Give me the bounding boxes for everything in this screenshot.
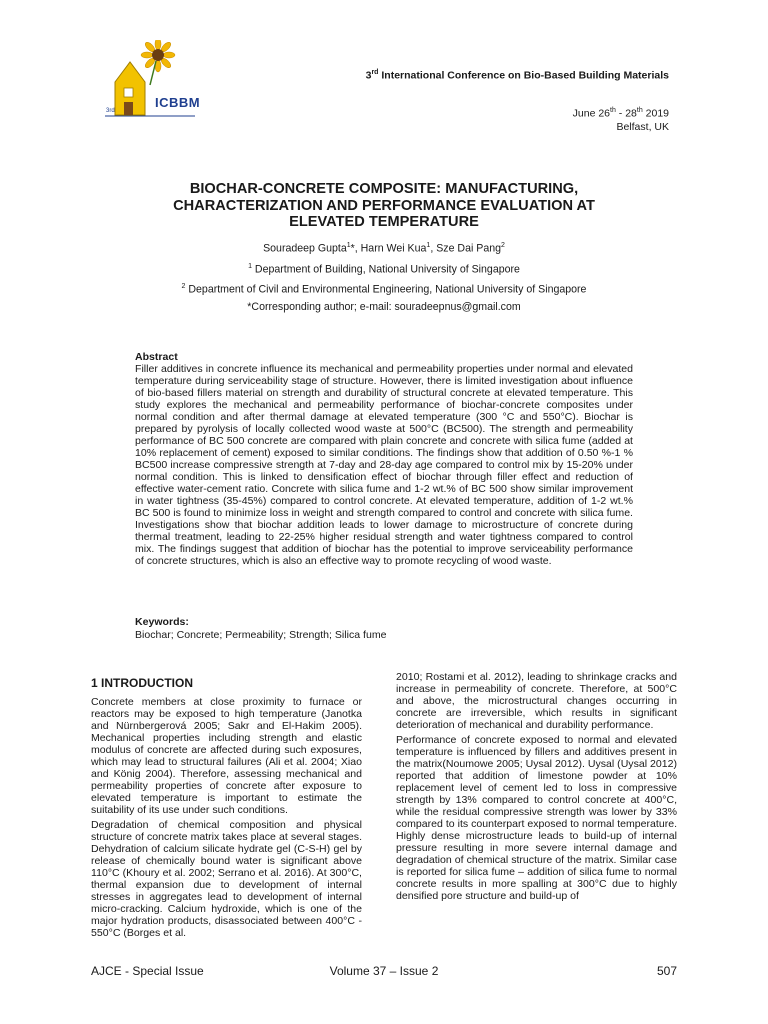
conference-location: Belfast, UK: [616, 121, 669, 133]
affiliation-2: $^2$ Department of Civil and Environmental Engineering, National University of Singapore: [181, 283, 587, 296]
logo-text: ICBBM: [155, 95, 201, 110]
abstract-text: Filler additives in concrete influence its mechanical and permeability properties under normal and elevated temperature during serviceability stage of structure. However, there is limited investigation about influence of bio-based fillers material on strength and durability of structural concrete at elevated temperature. This study explores the mechanical and permeability performance of biochar-concrete composites under normal condition and after thermal damage at elevated temperature (300 °C and 550°C). Biochar is prepared by pyrolysis of locally collected wood waste at 500°C (BC500). The strength and permeability performance of BC 500 concrete are compared with plain concrete and concrete with silica fume (added at 10% replacement of cement) exposed to similar conditions. The findings show that addition of 0.50 %-1 % BC500 increase compressive strength at 7-day and 28-day age compared to control mix by 15-20% under normal condition. This is linked to densification effect of biochar through filler effect and reduction of effective water-cement ratio. Concrete with silica fume and 1-2 wt.% of BC 500 show similar improvement in water tightness (35-45%) compared to control concrete. At elevated temperature, addition of 1-2 wt.% BC 500 is found to minimize loss in weight and strength compared to control and concrete with silica fume. Investigations show that biochar addition leads to lower damage to microstructure of concrete during thermal treatment, leading to 22-25% higher residual strength and water tightness compared to control mix. The findings suggest that addition of biochar has the potential to improve serviceability performance of concrete structures, which is also an effective way to promote recycling of wood waste.: [135, 363, 633, 567]
conference-dates: June 26th - 28th 2019: [572, 107, 669, 120]
abstract-section: [135, 351, 633, 567]
authors-block: [0, 237, 768, 316]
keywords-text: Biochar; Concrete; Permeability; Strength; Silica fume: [135, 628, 387, 641]
paragraph: Concrete members at close proximity to furnace or reactors may be exposed to high temperature (Janotka and Nürnbergerová 2005; Sakr and El-Hakim 2005). Mechanical properties including strength and elastic modulus of concrete are affected during such exposures, which may lead to structural failures (Ali et al. 2004; Xiao and König 2004). Therefore, assessing mechanical and permeability properties of concrete after exposure to elevated temperature is important to estimate the suitability of its use under such conditions.: [91, 696, 362, 816]
title-line: CHARACTERIZATION AND PERFORMANCE EVALUATION AT: [173, 197, 595, 214]
paragraph: Performance of concrete exposed to normal and elevated temperature is influenced by fillers and additives present in the matrix(Noumowe 2005; Uysal 2012). Uysal (Uysal 2012) reported that addition of limestone powder at 10% replacement level of cement led to loss in compressive strength by 13% compared to control concrete at 400°C, while the residual compressive strength was lower by 33% compared to its counterpart exposed to normal temperature. Highly dense microstructure leads to build-up of internal pressure resulting in more severe internal damage and degradation of chemical structure of the matrix. Similar case is reported for silica fume – addition of silica fume to normal concrete results in more spalling at 300°C due to highly densified pore structure and build-up of: [396, 734, 677, 902]
abstract-heading: Abstract: [135, 351, 178, 363]
title-line: BIOCHAR-CONCRETE COMPOSITE: MANUFACTURING,: [189, 181, 579, 197]
conference-name: 3rd International Conference on Bio-Based Building Materials: [365, 69, 669, 82]
right-column: [396, 671, 677, 905]
paper-title: [150, 181, 618, 231]
keywords-section: [135, 616, 633, 641]
paragraph: Degradation of chemical composition and physical structure of concrete matrix takes place at several stages. Dehydration of calcium silicate hydrate gel (C-S-H) gel by release of chemically bound water is significant above 110°C (Khoury et al. 2002; Serrano et al. 2016). At 300°C, thermal expansion due to development of internal stresses in aggregates lead to development of internal micro-cracking. Calcium hydroxide, which is one of the major hydration products, disassociated between 400°C - 550°C (Borges et al.: [91, 819, 362, 939]
logo-small-text: 3rd: [106, 108, 115, 114]
paragraph: 2010; Rostami et al. 2012), leading to shrinkage cracks and increase in permeability of concrete. Therefore, at 500°C and above, the microstructural changes occurring in concrete are irreversible, which results in significant deterioration of mechanical and durability performance.: [396, 671, 677, 731]
title-line: ELEVATED TEMPERATURE: [289, 214, 479, 230]
footer-page-number: 507: [656, 964, 677, 978]
affiliation-1: $^1$ Department of Building, National University of Singapore: [248, 262, 520, 276]
section-heading: 1 INTRODUCTION: [91, 676, 193, 690]
left-column: [91, 677, 362, 942]
corresponding-author: *Corresponding author; e-mail: souradeepnus@gmail.com: [247, 300, 521, 313]
keywords-heading: Keywords:: [135, 616, 189, 628]
footer-volume: Volume 37 – Issue 2: [329, 964, 439, 978]
footer-journal: AJCE - Special Issue: [91, 964, 204, 978]
conference-date-location: [573, 104, 669, 135]
author-list: Souradeep Gupta$^1$*, Harn Wei Kua$^1$, Sze Dai Pang$^2$: [263, 242, 505, 255]
